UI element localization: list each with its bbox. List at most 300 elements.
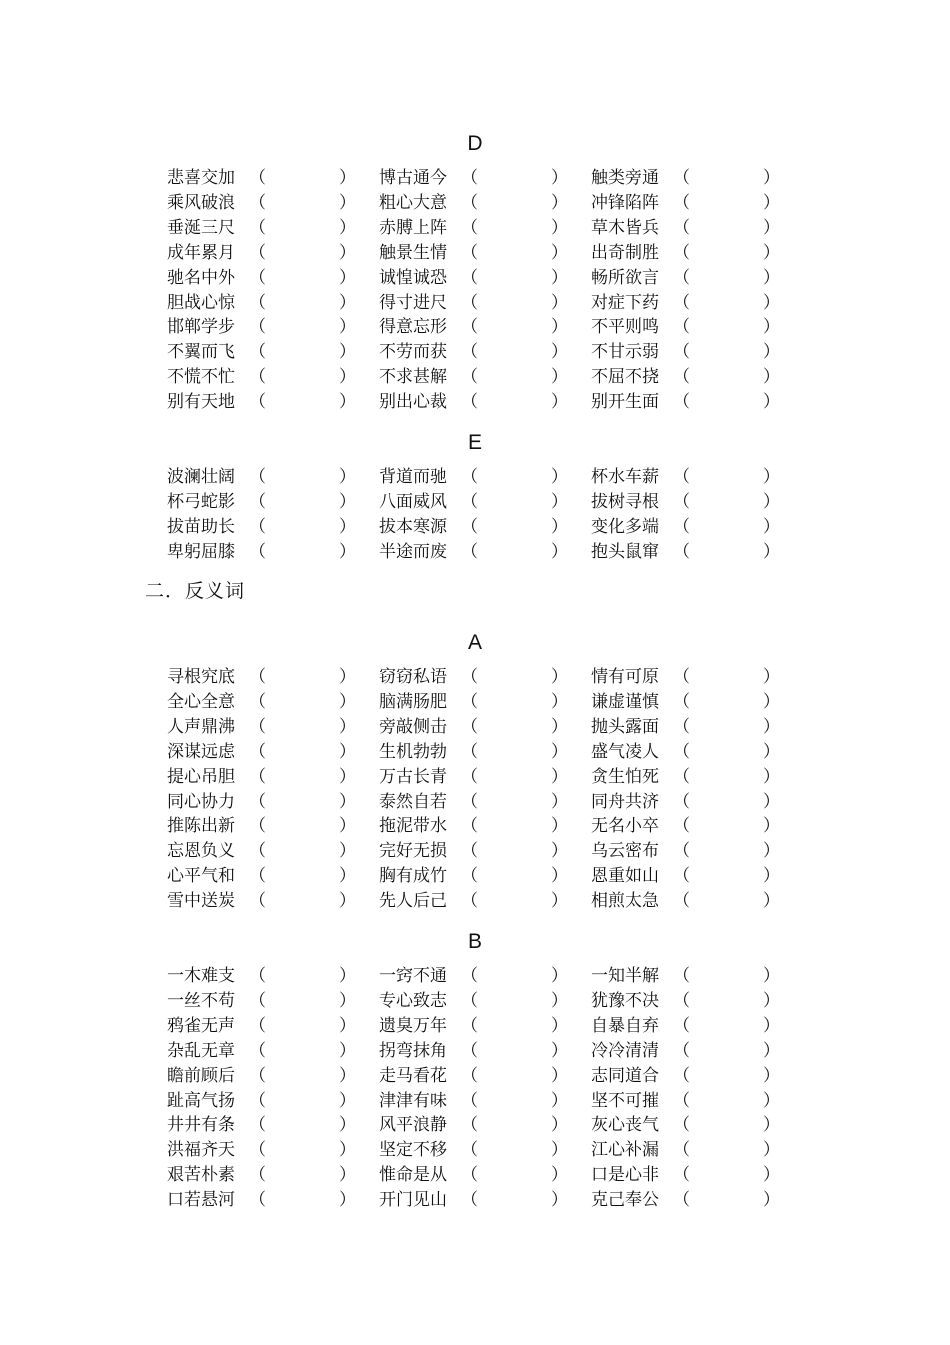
answer-blank-close-paren: ） (551, 716, 568, 737)
answer-blank-close-paren: ） (339, 741, 356, 762)
answer-blank-open-paren: （ (249, 966, 266, 986)
idiom-entry (379, 241, 589, 266)
answer-blank-close-paren: ） (339, 242, 356, 263)
answer-blank-open-paren: （ (249, 1065, 266, 1086)
idiom-entry (167, 166, 377, 191)
idiom-entry (591, 1113, 801, 1138)
idiom-entry (379, 191, 589, 216)
answer-blank-open-paren: （ (673, 966, 690, 986)
answer-blank-open-paren: （ (249, 1040, 266, 1061)
answer-blank-close-paren: ） (339, 467, 356, 487)
idiom-entry (591, 989, 801, 1014)
answer-blank-close-paren: ） (551, 866, 568, 887)
answer-blank-close-paren: ） (551, 217, 568, 238)
answer-blank-close-paren: ） (339, 541, 356, 562)
answer-blank-open-paren: （ (461, 491, 478, 512)
idiom-entry (167, 665, 377, 690)
answer-blank-open-paren: （ (461, 1165, 478, 1186)
idiom-row (0, 740, 950, 765)
idiom-entry (167, 465, 377, 490)
idiom-entry (591, 365, 801, 390)
idiom-word: 情有可原 (591, 667, 659, 687)
idiom-row (0, 989, 950, 1014)
answer-blank-open-paren: （ (249, 866, 266, 887)
idiom-word: 半途而废 (379, 541, 447, 562)
answer-blank-open-paren: （ (461, 467, 478, 487)
idiom-word: 驰名中外 (167, 267, 235, 288)
idiom-word: 一知半解 (591, 966, 659, 986)
idiom-word: 别开生面 (591, 392, 659, 413)
idiom-word: 一丝不苟 (167, 990, 235, 1011)
idiom-word: 邯郸学步 (167, 317, 235, 338)
answer-blank-close-paren: ） (763, 816, 780, 837)
idiom-entry (591, 864, 801, 889)
idiom-entry (591, 390, 801, 415)
answer-blank-open-paren: （ (249, 816, 266, 837)
idiom-word: 专心致志 (379, 990, 447, 1011)
idiom-entry (379, 365, 589, 390)
idiom-entry (167, 340, 377, 365)
idiom-entry (591, 690, 801, 715)
answer-blank-close-paren: ） (339, 217, 356, 238)
idiom-word: 出奇制胜 (591, 242, 659, 263)
answer-blank-open-paren: （ (673, 1015, 690, 1036)
idiom-entry (167, 690, 377, 715)
answer-blank-close-paren: ） (339, 1065, 356, 1086)
idiom-row (0, 365, 950, 390)
answer-blank-close-paren: ） (339, 317, 356, 338)
idiom-word: 惟命是从 (379, 1165, 447, 1186)
answer-blank-close-paren: ） (551, 1140, 568, 1161)
answer-blank-close-paren: ） (551, 816, 568, 837)
idiom-entry (167, 1064, 377, 1089)
answer-blank-open-paren: （ (461, 1140, 478, 1161)
idiom-entry (167, 1089, 377, 1114)
idiom-word: 相煎太急 (591, 891, 659, 912)
answer-blank-open-paren: （ (461, 891, 478, 912)
idiom-word: 悲喜交加 (167, 168, 235, 188)
idiom-word: 坚定不移 (379, 1140, 447, 1161)
idiom-row (0, 540, 950, 565)
idiom-entry (379, 1064, 589, 1089)
idiom-word: 一窍不通 (379, 966, 447, 986)
idiom-word: 垂涎三尺 (167, 217, 235, 238)
answer-blank-close-paren: ） (763, 766, 780, 787)
idiom-word: 风平浪静 (379, 1115, 447, 1136)
answer-blank-open-paren: （ (673, 392, 690, 413)
answer-blank-open-paren: （ (249, 1015, 266, 1036)
idiom-entry (591, 340, 801, 365)
answer-blank-open-paren: （ (249, 990, 266, 1011)
idiom-entry (167, 291, 377, 316)
answer-blank-close-paren: ） (339, 816, 356, 837)
answer-blank-open-paren: （ (249, 392, 266, 413)
answer-blank-close-paren: ） (763, 317, 780, 338)
answer-blank-close-paren: ） (339, 392, 356, 413)
section-letter-heading: D (467, 132, 483, 155)
idiom-word: 提心吊胆 (167, 766, 235, 787)
answer-blank-open-paren: （ (249, 1115, 266, 1136)
answer-blank-open-paren: （ (673, 367, 690, 388)
idiom-word: 克己奉公 (591, 1190, 659, 1211)
idiom-row (0, 1138, 950, 1163)
idiom-row (0, 1064, 950, 1089)
answer-blank-close-paren: ） (339, 891, 356, 912)
idiom-row (0, 1188, 950, 1213)
idiom-entry (591, 665, 801, 690)
idiom-word: 同舟共济 (591, 791, 659, 812)
answer-blank-open-paren: （ (461, 1190, 478, 1211)
answer-blank-close-paren: ） (551, 841, 568, 862)
idiom-word: 不甘示弱 (591, 342, 659, 363)
idiom-entry (591, 191, 801, 216)
idiom-word: 贪生怕死 (591, 766, 659, 787)
idiom-word: 旁敲侧击 (379, 716, 447, 737)
answer-blank-open-paren: （ (673, 791, 690, 812)
answer-blank-close-paren: ） (339, 691, 356, 712)
answer-blank-close-paren: ） (551, 1165, 568, 1186)
idiom-entry (591, 515, 801, 540)
idiom-row (0, 191, 950, 216)
answer-blank-open-paren: （ (673, 667, 690, 687)
idiom-word: 背道而驰 (379, 467, 447, 487)
idiom-word: 志同道合 (591, 1065, 659, 1086)
idiom-entry (379, 690, 589, 715)
answer-blank-open-paren: （ (249, 242, 266, 263)
answer-blank-open-paren: （ (249, 192, 266, 213)
answer-blank-open-paren: （ (249, 541, 266, 562)
idiom-entry (167, 839, 377, 864)
idiom-row (0, 964, 950, 989)
answer-blank-close-paren: ） (339, 1190, 356, 1211)
idiom-row (0, 1089, 950, 1114)
answer-blank-open-paren: （ (249, 168, 266, 188)
answer-blank-close-paren: ） (763, 1115, 780, 1136)
idiom-entry (379, 1089, 589, 1114)
idiom-entry (591, 1014, 801, 1039)
idiom-word: 深谋远虑 (167, 741, 235, 762)
idiom-entry (379, 889, 589, 914)
idiom-entry (167, 989, 377, 1014)
answer-blank-close-paren: ） (551, 292, 568, 313)
idiom-word: 恩重如山 (591, 866, 659, 887)
idiom-word: 谦虚谨慎 (591, 691, 659, 712)
answer-blank-open-paren: （ (461, 242, 478, 263)
answer-blank-open-paren: （ (461, 267, 478, 288)
answer-blank-close-paren: ） (551, 891, 568, 912)
answer-blank-open-paren: （ (249, 516, 266, 537)
answer-blank-close-paren: ） (763, 1190, 780, 1211)
answer-blank-close-paren: ） (763, 1090, 780, 1111)
answer-blank-close-paren: ） (551, 317, 568, 338)
answer-blank-open-paren: （ (461, 1115, 478, 1136)
idiom-word: 粗心大意 (379, 192, 447, 213)
answer-blank-open-paren: （ (673, 1040, 690, 1061)
idiom-row (0, 715, 950, 740)
answer-blank-close-paren: ） (763, 990, 780, 1011)
idiom-entry (167, 216, 377, 241)
idiom-word: 窃窃私语 (379, 667, 447, 687)
idiom-word: 触景生情 (379, 242, 447, 263)
answer-blank-close-paren: ） (763, 1040, 780, 1061)
idiom-row (0, 465, 950, 490)
answer-blank-open-paren: （ (249, 1165, 266, 1186)
idiom-word: 拔本寒源 (379, 516, 447, 537)
answer-blank-close-paren: ） (339, 766, 356, 787)
answer-blank-open-paren: （ (673, 990, 690, 1011)
answer-blank-open-paren: （ (673, 691, 690, 712)
answer-blank-open-paren: （ (249, 741, 266, 762)
idiom-word: 坚不可摧 (591, 1090, 659, 1111)
idiom-row (0, 216, 950, 241)
answer-blank-open-paren: （ (461, 292, 478, 313)
answer-blank-close-paren: ） (551, 966, 568, 986)
idiom-row (0, 765, 950, 790)
answer-blank-open-paren: （ (673, 317, 690, 338)
answer-blank-close-paren: ） (551, 491, 568, 512)
idiom-word: 人声鼎沸 (167, 716, 235, 737)
idiom-word: 口是心非 (591, 1165, 659, 1186)
answer-blank-close-paren: ） (551, 541, 568, 562)
idiom-word: 泰然自若 (379, 791, 447, 812)
answer-blank-open-paren: （ (461, 541, 478, 562)
idiom-entry (591, 1188, 801, 1213)
answer-blank-open-paren: （ (461, 691, 478, 712)
idiom-word: 触类旁通 (591, 168, 659, 188)
answer-blank-close-paren: ） (339, 1040, 356, 1061)
idiom-word: 畅所欲言 (591, 267, 659, 288)
answer-blank-open-paren: （ (461, 1040, 478, 1061)
answer-blank-close-paren: ） (551, 691, 568, 712)
answer-blank-open-paren: （ (673, 1115, 690, 1136)
answer-blank-open-paren: （ (673, 1165, 690, 1186)
answer-blank-open-paren: （ (673, 192, 690, 213)
idiom-entry (591, 1163, 801, 1188)
answer-blank-open-paren: （ (249, 342, 266, 363)
answer-blank-close-paren: ） (551, 192, 568, 213)
idiom-word: 八面威风 (379, 491, 447, 512)
answer-blank-open-paren: （ (249, 691, 266, 712)
idiom-entry (591, 291, 801, 316)
idiom-entry (167, 365, 377, 390)
idiom-entry (379, 839, 589, 864)
idiom-entry (591, 540, 801, 565)
idiom-word: 全心全意 (167, 691, 235, 712)
answer-blank-close-paren: ） (551, 1115, 568, 1136)
idiom-entry (591, 490, 801, 515)
idiom-entry (379, 1163, 589, 1188)
idiom-word: 拔树寻根 (591, 491, 659, 512)
idiom-entry (379, 390, 589, 415)
answer-blank-close-paren: ） (339, 342, 356, 363)
answer-blank-close-paren: ） (763, 741, 780, 762)
idiom-word: 自暴自弃 (591, 1015, 659, 1036)
answer-blank-open-paren: （ (249, 217, 266, 238)
idiom-word: 艰苦朴素 (167, 1165, 235, 1186)
answer-blank-close-paren: ） (763, 541, 780, 562)
answer-blank-close-paren: ） (763, 667, 780, 687)
idiom-entry (379, 989, 589, 1014)
idiom-entry (167, 1039, 377, 1064)
answer-blank-open-paren: （ (461, 866, 478, 887)
answer-blank-open-paren: （ (673, 217, 690, 238)
answer-blank-close-paren: ） (339, 267, 356, 288)
idiom-entry (591, 266, 801, 291)
answer-blank-open-paren: （ (673, 1065, 690, 1086)
idiom-entry (591, 715, 801, 740)
idiom-word: 津津有味 (379, 1090, 447, 1111)
idiom-entry (167, 889, 377, 914)
answer-blank-close-paren: ） (763, 1015, 780, 1036)
answer-blank-open-paren: （ (461, 192, 478, 213)
idiom-word: 胆战心惊 (167, 292, 235, 313)
answer-blank-open-paren: （ (249, 1140, 266, 1161)
idiom-word: 抛头露面 (591, 716, 659, 737)
answer-blank-close-paren: ） (339, 1165, 356, 1186)
answer-blank-close-paren: ） (339, 1090, 356, 1111)
answer-blank-close-paren: ） (763, 866, 780, 887)
idiom-word: 博古通今 (379, 168, 447, 188)
section-letter-heading: A (467, 631, 482, 654)
idiom-entry (591, 889, 801, 914)
idiom-entry (167, 390, 377, 415)
answer-blank-open-paren: （ (461, 1015, 478, 1036)
idiom-word: 草木皆兵 (591, 217, 659, 238)
answer-blank-open-paren: （ (249, 267, 266, 288)
answer-blank-close-paren: ） (339, 841, 356, 862)
idiom-entry (167, 1113, 377, 1138)
answer-blank-open-paren: （ (461, 816, 478, 837)
idiom-entry (379, 1039, 589, 1064)
idiom-entry (379, 740, 589, 765)
answer-blank-open-paren: （ (461, 841, 478, 862)
idiom-entry (379, 540, 589, 565)
idiom-word: 得意忘形 (379, 317, 447, 338)
answer-blank-open-paren: （ (249, 791, 266, 812)
answer-blank-close-paren: ） (763, 891, 780, 912)
idiom-row (0, 889, 950, 914)
answer-blank-close-paren: ） (763, 691, 780, 712)
answer-blank-open-paren: （ (461, 716, 478, 737)
answer-blank-open-paren: （ (673, 168, 690, 188)
answer-blank-close-paren: ） (763, 168, 780, 188)
answer-blank-close-paren: ） (551, 1065, 568, 1086)
idiom-word: 鸦雀无声 (167, 1015, 235, 1036)
idiom-row (0, 241, 950, 266)
idiom-entry (167, 1188, 377, 1213)
idiom-entry (167, 241, 377, 266)
answer-blank-open-paren: （ (249, 766, 266, 787)
answer-blank-close-paren: ） (551, 791, 568, 812)
idiom-entry (167, 1138, 377, 1163)
idiom-word: 杯水车薪 (591, 467, 659, 487)
answer-blank-open-paren: （ (461, 667, 478, 687)
answer-blank-close-paren: ） (551, 168, 568, 188)
answer-blank-open-paren: （ (249, 1190, 266, 1211)
answer-blank-open-paren: （ (461, 741, 478, 762)
idiom-word: 不慌不忙 (167, 367, 235, 388)
idiom-entry (167, 964, 377, 989)
idiom-word: 杂乱无章 (167, 1040, 235, 1061)
answer-blank-close-paren: ） (551, 392, 568, 413)
idiom-row (0, 864, 950, 889)
answer-blank-close-paren: ） (763, 1065, 780, 1086)
answer-blank-close-paren: ） (339, 716, 356, 737)
idiom-word: 一木难支 (167, 966, 235, 986)
idiom-word: 开门见山 (379, 1190, 447, 1211)
answer-blank-close-paren: ） (551, 766, 568, 787)
answer-blank-close-paren: ） (551, 1040, 568, 1061)
idiom-entry (379, 216, 589, 241)
answer-blank-close-paren: ） (339, 516, 356, 537)
answer-blank-close-paren: ） (551, 367, 568, 388)
idiom-word: 乌云密布 (591, 841, 659, 862)
answer-blank-open-paren: （ (673, 267, 690, 288)
answer-blank-close-paren: ） (763, 491, 780, 512)
idiom-entry (167, 1163, 377, 1188)
idiom-entry (167, 515, 377, 540)
idiom-row (0, 490, 950, 515)
answer-blank-open-paren: （ (249, 716, 266, 737)
answer-blank-open-paren: （ (673, 342, 690, 363)
idiom-word: 不平则鸣 (591, 317, 659, 338)
idiom-entry (167, 790, 377, 815)
idiom-word: 乘风破浪 (167, 192, 235, 213)
idiom-row (0, 690, 950, 715)
answer-blank-open-paren: （ (673, 242, 690, 263)
idiom-word: 生机勃勃 (379, 741, 447, 762)
idiom-row (0, 1039, 950, 1064)
idiom-entry (167, 740, 377, 765)
answer-blank-open-paren: （ (461, 966, 478, 986)
idiom-row (0, 1113, 950, 1138)
answer-blank-open-paren: （ (249, 317, 266, 338)
answer-blank-open-paren: （ (461, 516, 478, 537)
answer-blank-close-paren: ） (763, 217, 780, 238)
answer-blank-close-paren: ） (339, 292, 356, 313)
idiom-word: 对症下药 (591, 292, 659, 313)
idiom-entry (591, 241, 801, 266)
idiom-entry (379, 1113, 589, 1138)
idiom-row (0, 291, 950, 316)
answer-blank-open-paren: （ (461, 990, 478, 1011)
answer-blank-close-paren: ） (551, 242, 568, 263)
idiom-word: 不翼而飞 (167, 342, 235, 363)
idiom-entry (379, 790, 589, 815)
answer-blank-close-paren: ） (551, 1190, 568, 1211)
idiom-entry (167, 191, 377, 216)
idiom-entry (167, 715, 377, 740)
idiom-entry (379, 515, 589, 540)
idiom-word: 忘恩负义 (167, 841, 235, 862)
idiom-word: 洪福齐天 (167, 1140, 235, 1161)
idiom-entry (379, 315, 589, 340)
idiom-word: 同心协力 (167, 791, 235, 812)
idiom-entry (379, 490, 589, 515)
idiom-entry (379, 814, 589, 839)
idiom-word: 冲锋陷阵 (591, 192, 659, 213)
answer-blank-close-paren: ） (339, 667, 356, 687)
answer-blank-close-paren: ） (763, 292, 780, 313)
idiom-entry (591, 315, 801, 340)
answer-blank-close-paren: ） (763, 392, 780, 413)
idiom-word: 走马看花 (379, 1065, 447, 1086)
idiom-word: 犹豫不决 (591, 990, 659, 1011)
idiom-entry (167, 490, 377, 515)
answer-blank-close-paren: ） (551, 267, 568, 288)
idiom-word: 瞻前顾后 (167, 1065, 235, 1086)
answer-blank-close-paren: ） (339, 866, 356, 887)
